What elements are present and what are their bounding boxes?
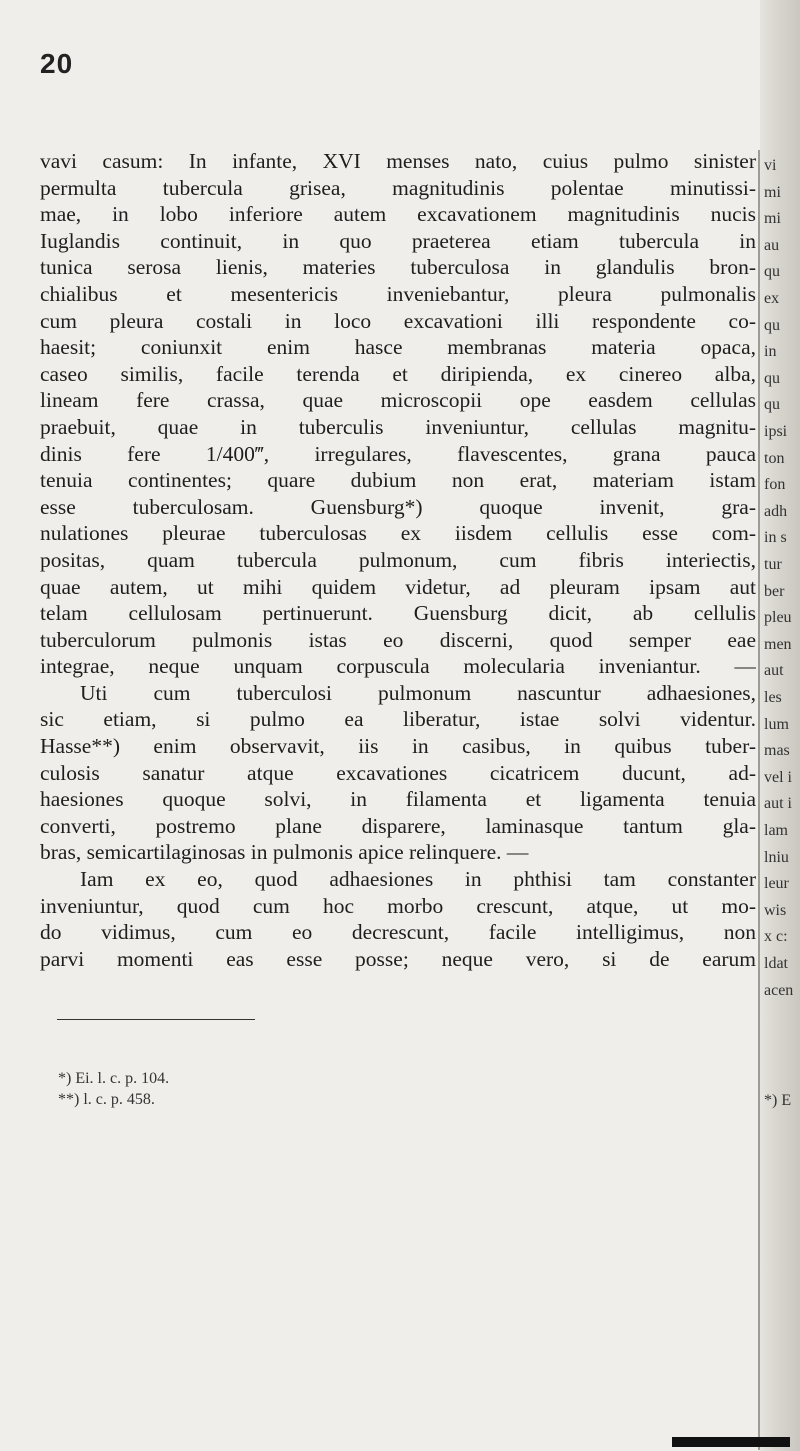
adjacent-page-fragment: leur [764, 875, 789, 893]
adjacent-page-fragment: fon [764, 476, 786, 494]
adjacent-page-fragment: mi [764, 210, 781, 228]
text-line: Uti cum tuberculosi pulmonum nascuntur adhaesiones, [80, 680, 756, 705]
text-line: quae autem, ut mihi quidem videtur, ad pleuram ipsam aut [40, 574, 756, 599]
binding-shadow [672, 1437, 790, 1447]
adjacent-page-fragment: acen [764, 981, 794, 999]
adjacent-page-fragment: ton [764, 449, 785, 467]
footnote: *) Ei. l. c. p. 104. [58, 1070, 170, 1087]
text-line: bras, semicartilaginosas in pulmonis apice relinquere. — [40, 840, 529, 865]
text-line: dinis fere 1/400‴, irregulares, flavescentes, grana pauca [40, 441, 756, 466]
text-line: do vidimus, cum eo decrescunt, facile intelligimus, non [40, 920, 756, 945]
text-line: haesiones quoque solvi, in filamenta et ligamenta tenuia [40, 787, 756, 812]
text-line: chialibus et mesentericis inveniebantur, pleura pulmonalis [40, 281, 756, 306]
adjacent-page-fragment: in [764, 343, 777, 361]
footnotes [58, 1068, 169, 1110]
adjacent-page-fragment: x c: [764, 928, 788, 946]
adjacent-page-fragment: ex [764, 290, 780, 307]
text-line: esse tuberculosam. Guensburg*) quoque invenit, gra- [40, 494, 756, 519]
text-line: Iuglandis continuit, in quo praeterea etiam tubercula in [40, 228, 756, 253]
adjacent-page-fragment: lum [764, 715, 789, 733]
text-line: Hasse**) enim observavit, iis in casibus, in quibus tuber- [40, 734, 756, 759]
text-line: sic etiam, si pulmo ea liberatur, istae solvi videntur. [40, 707, 756, 732]
text-line: haesit; coniunxit enim hasce membranas materia opaca, [40, 335, 756, 360]
footnote: **) l. c. p. 458. [58, 1091, 155, 1108]
adjacent-page-fragment: adh [764, 502, 788, 520]
text-line: vavi casum: In infante, XVI menses nato, cuius pulmo sinister [40, 149, 756, 173]
text-line: tunica serosa lienis, materies tuberculosa in glandulis bron- [40, 255, 756, 280]
adjacent-page-fragment: ipsi [764, 423, 788, 440]
adjacent-page-fragment: men [764, 635, 792, 653]
adjacent-page-fragment: ber [764, 582, 785, 600]
text-line: mae, in lobo inferiore autem excavationem magnitudinis nucis [40, 202, 756, 227]
footnote-rule [57, 1019, 255, 1020]
adjacent-page-fragment: lniu [764, 848, 789, 866]
text-line: caseo similis, facile terenda et diripienda, ex cinereo alba, [40, 361, 756, 386]
adjacent-page-fragment: qu [764, 263, 780, 281]
adjacent-page-fragment: qu [764, 396, 780, 414]
text-line: cum pleura costali in loco excavationi illi respondente co- [40, 308, 756, 333]
adjacent-page-fragment: lam [764, 822, 788, 839]
body-text [40, 148, 756, 972]
text-line: culosis sanatur atque excavationes cicatricem ducunt, ad- [40, 760, 756, 785]
adjacent-page-fragment: vi [764, 157, 777, 174]
text-line: parvi momenti eas esse posse; neque vero, si de earum [40, 946, 756, 971]
adjacent-page-fragment: tur [764, 556, 782, 573]
adjacent-page-fragment: mas [764, 742, 790, 760]
adjacent-page-fragment: mi [764, 183, 781, 201]
adjacent-page-fragment: qu [764, 316, 780, 334]
adjacent-page-fragment: aut i [764, 795, 792, 813]
adjacent-page-fragment: qu [764, 369, 780, 387]
text-line: telam cellulosam pertinuerunt. Guensburg dicit, ab cellulis [40, 601, 756, 626]
adjacent-page-fragment: au [764, 236, 780, 254]
page-edge-shadow [758, 150, 760, 1450]
page-number: 20 [40, 48, 74, 79]
text-line: inveniuntur, quod cum hoc morbo crescunt, atque, ut mo- [40, 893, 756, 918]
adjacent-page-fragment: ldat [764, 955, 788, 972]
text-line: nulationes pleurae tuberculosas ex iisdem cellulis esse com- [40, 521, 756, 546]
adjacent-page-fragment: in s [764, 529, 787, 547]
adjacent-page-fragment: vel i [764, 768, 792, 786]
text-line: Iam ex eo, quod adhaesiones in phthisi tam constanter [80, 867, 756, 892]
adjacent-page-fragment: pleu [764, 609, 792, 627]
adjacent-page-fragment: les [764, 689, 782, 706]
text-line: praebuit, quae in tuberculis inveniuntur, cellulas magnitu- [40, 414, 756, 439]
text-line: lineam fere crassa, quae microscopii ope easdem cellulas [40, 388, 756, 413]
adjacent-page-fragment: wis [764, 901, 787, 919]
text-line: integrae, neque unquam corpuscula molecularia inveniantur. — [40, 654, 756, 679]
adjacent-page-fragment: aut [764, 662, 784, 680]
adjacent-page-fragment: *) E [764, 1092, 792, 1109]
text-line: converti, postremo plane disparere, laminasque tantum gla- [40, 813, 756, 838]
text-line: tuberculorum pulmonis istas eo discerni, quod semper eae [40, 627, 756, 652]
text-line: positas, quam tubercula pulmonum, cum fibris interiectis, [40, 547, 756, 572]
text-line: permulta tubercula grisea, magnitudinis polentae minutissi- [40, 175, 756, 200]
text-line: tenuia continentes; quare dubium non erat, materiam istam [40, 468, 756, 493]
